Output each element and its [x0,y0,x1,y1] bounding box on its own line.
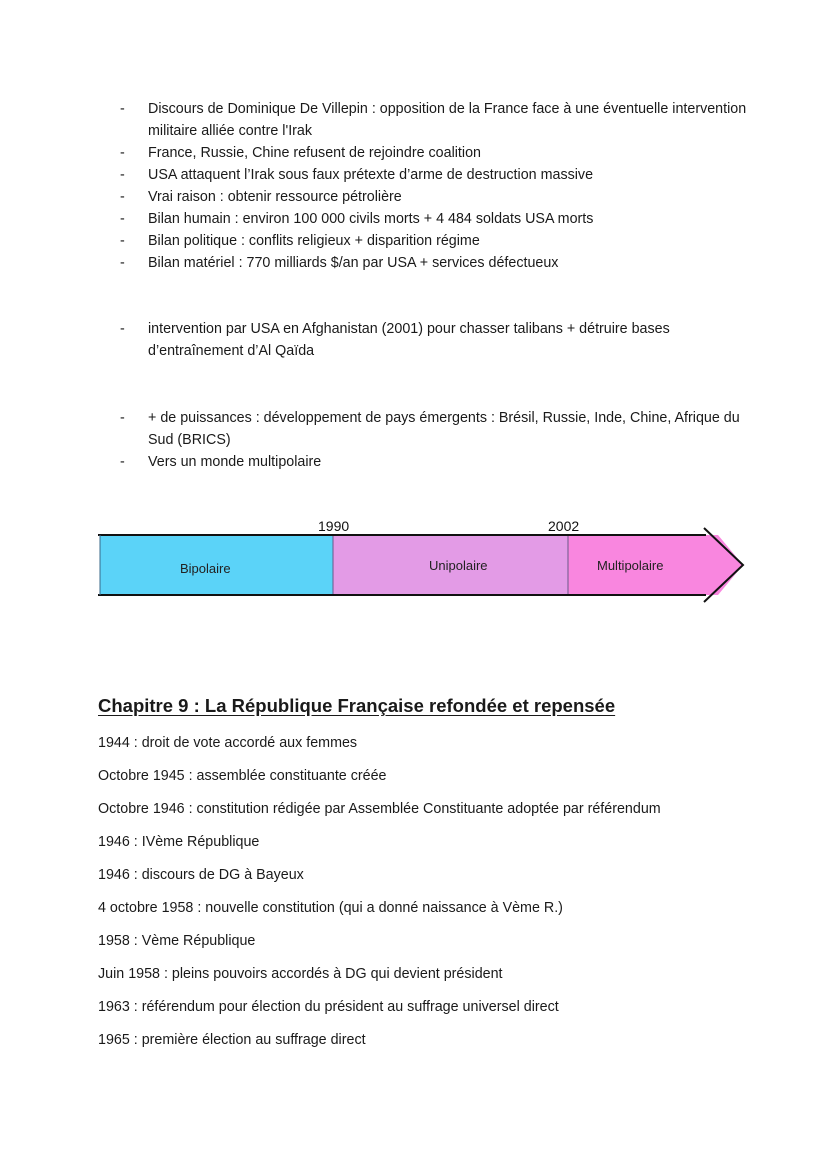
chapter-title: Chapitre 9 : La République Française refondée et repensée [98,695,616,716]
event-item: 1963 : référendum pour élection du président au suffrage universel direct [98,999,559,1015]
list-item: - Bilan matériel : 770 milliards $/an par USA + services défectueux [120,255,559,271]
list-item: - Bilan humain : environ 100 000 civils morts + 4 484 soldats USA morts [120,211,594,227]
irak-bullet-list [120,98,760,274]
multipolar-bullet-list [120,407,760,473]
event-item: 1946 : discours de DG à Bayeux [98,867,304,883]
event-item: 1944 : droit de vote accordé aux femmes [98,735,358,751]
list-item: - intervention par USA en Afghanistan (2001) pour chasser talibans + détruire bases d’entraînement d’Al Qaïda [120,321,670,359]
event-item: Juin 1958 : pleins pouvoirs accordés à DG qui devient président [98,966,503,982]
timeline-label-bipolaire: Bipolaire [180,561,231,576]
list-item: - France, Russie, Chine refusent de rejoindre coalition [120,145,481,161]
list-item-text: + de puissances : développement de pays émergents : Brésil, Russie, Inde, Chine, Afrique du Sud (BRICS) [148,410,740,448]
event-item: Octobre 1945 : assemblée constituante créée [98,768,387,784]
timeline-year-1990: 1990 [318,518,350,534]
list-item: - Vrai raison : obtenir ressource pétrolière [120,189,402,205]
timeline-label-multipolaire: Multipolaire [597,558,664,573]
event-item: 1958 : Vème République [98,933,256,949]
list-item: - USA attaquent l’Irak sous faux prétexte d’arme de destruction massive [120,167,594,183]
list-item: - + de puissances : développement de pays émergents : Brésil, Russie, Inde, Chine, Afrique du Sud (BRICS) [120,410,740,448]
list-item-text: France, Russie, Chine refusent de rejoindre coalition [148,145,481,161]
list-item: - Vers un monde multipolaire [120,454,322,470]
list-item-text: Bilan politique : conflits religieux + disparition régime [148,233,480,249]
event-item: 1965 : première élection au suffrage direct [98,1032,366,1048]
event-item: Octobre 1946 : constitution rédigée par Assemblée Constituante adoptée par référendum [98,801,661,817]
timeline-label-unipolaire: Unipolaire [429,558,488,573]
timeline-year-2002: 2002 [548,518,580,534]
list-item-text: Bilan humain : environ 100 000 civils morts + 4 484 soldats USA morts [148,211,594,227]
list-item-text: USA attaquent l’Irak sous faux prétexte d’arme de destruction massive [148,167,594,183]
chapter-events-list [98,732,661,1062]
list-item-text: Vers un monde multipolaire [148,454,322,470]
list-item: - Bilan politique : conflits religieux + disparition régime [120,233,480,249]
list-item-text: Vrai raison : obtenir ressource pétrolière [148,189,402,205]
list-item-text: Discours de Dominique De Villepin : opposition de la France face à une éventuelle intervention militaire alliée contre l'Irak [148,101,747,139]
list-item-text: Bilan matériel : 770 milliards $/an par USA + services défectueux [148,255,559,271]
event-item: 4 octobre 1958 : nouvelle constitution (qui a donné naissance à Vème R.) [98,900,563,916]
event-item: 1946 : IVème République [98,834,260,850]
list-item-text: intervention par USA en Afghanistan (2001) pour chasser talibans + détruire bases d’entraînement d’Al Qaïda [148,321,670,359]
afghanistan-bullet-list [120,318,760,362]
list-item: - Discours de Dominique De Villepin : opposition de la France face à une éventuelle intervention militaire alliée contre l'Irak [120,101,747,139]
world-order-timeline [98,518,748,606]
